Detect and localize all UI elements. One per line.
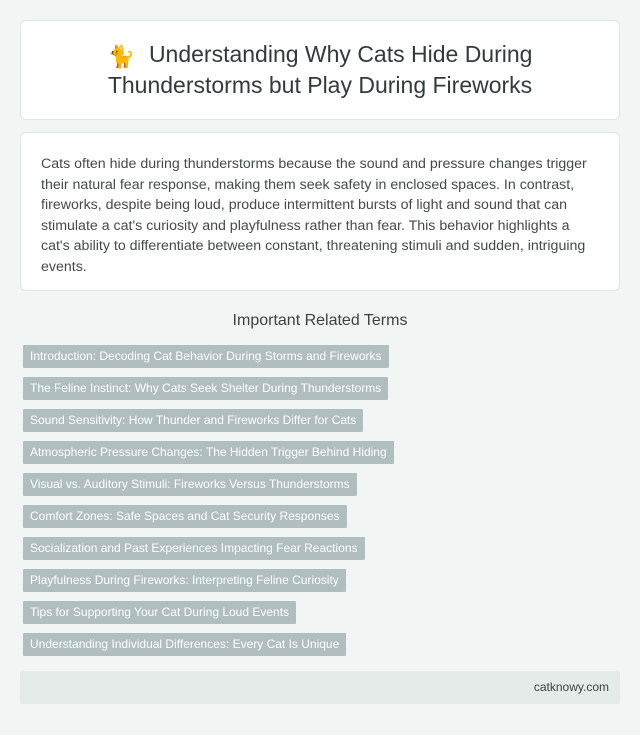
title-card: [20, 20, 620, 120]
page-title-text: Understanding Why Cats Hide During Thunderstorms but Play During Fireworks: [107, 41, 533, 98]
related-term-tag[interactable]: Tips for Supporting Your Cat During Loud Events: [23, 601, 296, 624]
cat-icon: 🐈: [107, 44, 135, 69]
page-title: [60, 40, 580, 100]
related-term-tag[interactable]: Sound Sensitivity: How Thunder and Fireworks Differ for Cats: [23, 409, 363, 432]
related-term-tag[interactable]: Socialization and Past Experiences Impacting Fear Reactions: [23, 537, 365, 560]
related-term-tag[interactable]: Understanding Individual Differences: Every Cat Is Unique: [23, 633, 346, 656]
description-card: [20, 132, 620, 291]
footer-site-link[interactable]: catknowy.com: [533, 680, 609, 694]
footer: [20, 671, 620, 704]
description-text: Cats often hide during thunderstorms because the sound and pressure changes trigger their natural fear response, making them seek safety in enclosed spaces. In contrast, fireworks, despite being loud, produce intermittent bursts of light and sound that can stimulate a cat's curiosity and playfulness rather than fear. This behavior highlights a cat's ability to differentiate between constant, threatening stimuli and sudden, intriguing events.: [41, 156, 587, 275]
related-terms-heading: Important Related Terms: [232, 312, 408, 329]
related-term-tag[interactable]: Atmospheric Pressure Changes: The Hidden Trigger Behind Hiding: [23, 441, 394, 464]
related-term-tag[interactable]: Playfulness During Fireworks: Interpreting Feline Curiosity: [23, 569, 346, 592]
related-term-tag[interactable]: The Feline Instinct: Why Cats Seek Shelter During Thunderstorms: [23, 377, 388, 400]
related-term-tag[interactable]: Introduction: Decoding Cat Behavior During Storms and Fireworks: [23, 345, 389, 368]
related-terms-list: [23, 345, 617, 665]
related-term-tag[interactable]: Comfort Zones: Safe Spaces and Cat Security Responses: [23, 505, 347, 528]
related-term-tag[interactable]: Visual vs. Auditory Stimuli: Fireworks Versus Thunderstorms: [23, 473, 357, 496]
